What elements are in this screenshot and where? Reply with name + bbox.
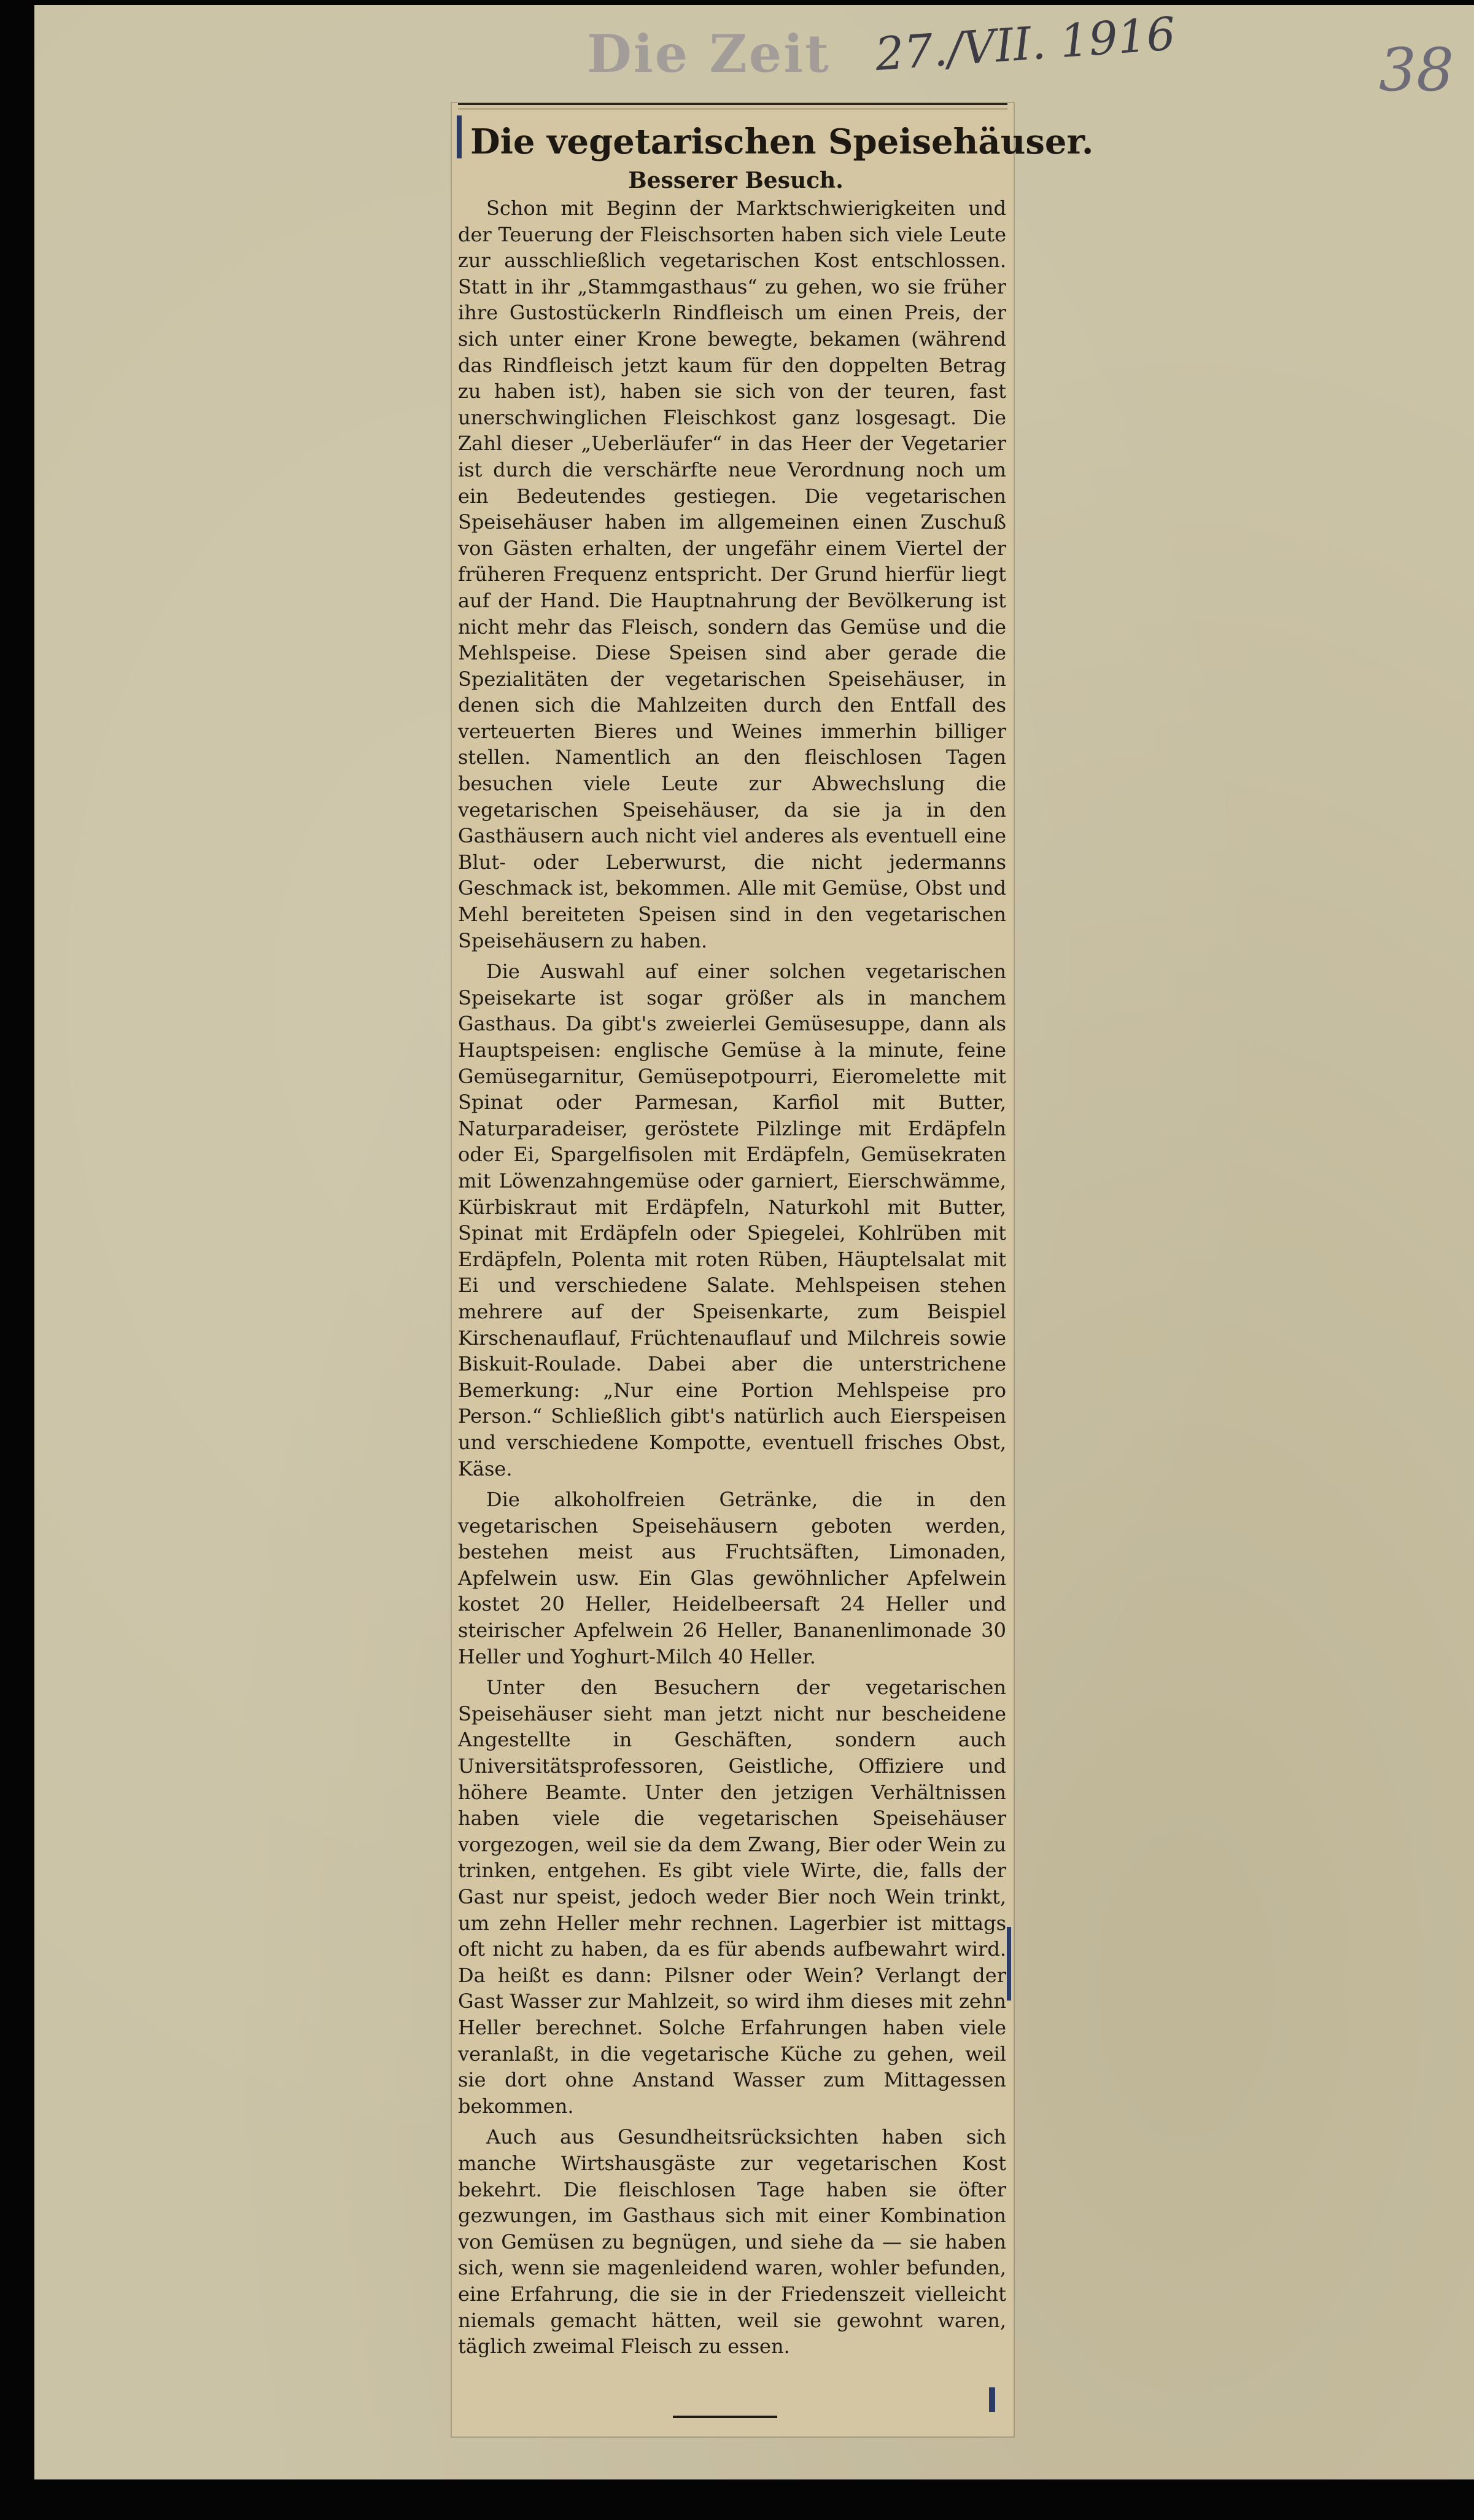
- article-paragraph: Unter den Besuchern der vegetarischen Speisehäuser sieht man jetzt nicht nur bescheidene Angestellte in Geschäften, sondern auch Universitätsprofessoren, Geistliche, Offiziere und höhere Beamte. Unter den jetzigen Verhältnissen haben viele die vegetarischen Speisehäuser vorgezogen, weil sie da dem Zwang, Bier oder Wein zu trinken, entgehen. Es gibt viele Wirte, die, falls der Gast nur speist, jedoch weder Bier noch Wein trinkt, um zehn Heller mehr rechnen. Lagerbier ist mittags oft nicht zu haben, da es für abends aufbewahrt wird. Da heißt es dann: Pilsner oder Wein? Verlangt der Gast Wasser zur Mahlzeit, so wird ihm dieses mit zehn Heller berechnet. Solche Erfahrungen haben viele veranlaßt, in die vegetarische Küche zu gehen, weil sie dort ohne Anstand Wasser zum Mittagessen bekommen.: [458, 1676, 1006, 2118]
- blue-pencil-mark-icon: [1007, 1927, 1011, 2001]
- article-paragraph: Die Auswahl auf einer solchen vegetarischen Speisekarte ist sogar größer als in manchem Gasthaus. Da gibt's zweierlei Gemüsesuppe, dann als Hauptspeisen: englische Gemüse à la minute, feine Gemüsegarnitur, Gemüsepotpourri, Eieromelette mit Spinat oder Parmesan, Karfiol mit Butter, Naturparadeiser, geröstete Pilzlinge mit Erdäpfeln oder Ei, Spargelfisolen mit Erdäpfeln, Gemüsekraten mit Löwenzahngemüse oder garniert, Eierschwämme, Kürbiskraut mit Erdäpfeln, Naturkohl mit Butter, Spinat mit Erdäpfeln oder Spiegelei, Kohlrüben mit Erdäpfeln, Polenta mit roten Rüben, Häuptelsalat mit Ei und verschiedene Salate. Mehlspeisen stehen mehrere auf der Speisenkarte, zum Beispiel Kirschenauflauf, Früchtenauflauf und Milchreis sowie Biskuit-Roulade. Dabei aber die unterstrichene Bemerkung: „Nur eine Portion Mehlspeise pro Person.“ Schließlich gibt's natürlich auch Eierspeisen und verschiedene Kompotte, eventuell frisches Obst, Käse.: [458, 960, 1006, 1480]
- handwritten-page-number: 38: [1379, 36, 1454, 104]
- article-body: [458, 195, 1006, 2365]
- article-subtitle: Besserer Besuch.: [628, 168, 844, 193]
- handwritten-date: 27./VII. 1916: [873, 7, 1177, 82]
- top-rule: [458, 103, 1007, 109]
- newspaper-clipping: [452, 103, 1094, 2436]
- newspaper-masthead: Die Zeit: [587, 23, 831, 84]
- end-rule: [673, 2416, 777, 2418]
- blue-pencil-mark-icon: [457, 115, 462, 158]
- archive-sheet: [34, 5, 1474, 2479]
- blue-pencil-mark-icon: [989, 2387, 995, 2412]
- article-paragraph: Auch aus Gesundheitsrücksichten haben sich manche Wirtshausgäste zur vegetarischen Kost bekehrt. Die fleischlosen Tage haben sie öfter gezwungen, im Gasthaus sich mit einer Kombination von Gemüsen zu begnügen, und siehe da — sie haben sich, wenn sie magenleidend waren, wohler befunden, eine Erfahrung, die sie in der Friedenszeit vielleicht niemals gemacht hätten, weil sie gewohnt waren, täglich zweimal Fleisch zu essen.: [458, 2125, 1006, 2359]
- article-paragraph: Die alkoholfreien Getränke, die in den vegetarischen Speisehäusern geboten werden, bestehen meist aus Fruchtsäften, Limonaden, Apfelwein usw. Ein Glas gewöhnlicher Apfelwein kostet 20 Heller, Heidelbeersaft 24 Heller und steirischer Apfelwein 26 Heller, Bananenlimonade 30 Heller und Yoghurt-Milch 40 Heller.: [458, 1488, 1006, 1668]
- article-paragraph: Schon mit Beginn der Marktschwierigkeiten und der Teuerung der Fleischsorten haben sich viele Leute zur ausschließlich vegetarischen Kost entschlossen. Statt in ihr „Stammgasthaus“ zu gehen, wo sie früher ihre Gustostückerln Rindfleisch um einen Preis, der sich unter einer Krone bewegte, bekamen (während das Rindfleisch jetzt kaum für den doppelten Betrag zu haben ist), haben sie sich von der teuren, fast unerschwinglichen Fleischkost ganz losgesagt. Die Zahl dieser „Ueberläufer“ in das Heer der Vegetarier ist durch die verschärfte neue Verordnung noch um ein Bedeutendes gestiegen. Die vegetarischen Speisehäuser haben im allgemeinen einen Zuschuß von Gästen erhalten, der ungefähr einem Viertel der früheren Frequenz entspricht. Der Grund hierfür liegt auf der Hand. Die Hauptnahrung der Bevölkerung ist nicht mehr das Fleisch, sondern das Gemüse und die Mehlspeise. Diese Speisen sind aber gerade die Spezialitäten der vegetarischen Speisehäuser, in denen sich die Mahlzeiten durch den Entfall des verteuerten Bieres und Weines immerhin billiger stellen. Namentlich an den fleischlosen Tagen besuchen viele Leute zur Abwechslung die vegetarischen Speisehäuser, da sie ja in den Gasthäusern auch nicht viel anderes als eventuell eine Blut- oder Leberwurst, die nicht jedermanns Geschmack ist, bekommen. Alle mit Gemüse, Obst und Mehl bereiteten Speisen sind in den vegetarischen Speisehäusern zu haben.: [458, 196, 1006, 952]
- article-title: Die vegetarischen Speisehäuser.: [470, 122, 1094, 162]
